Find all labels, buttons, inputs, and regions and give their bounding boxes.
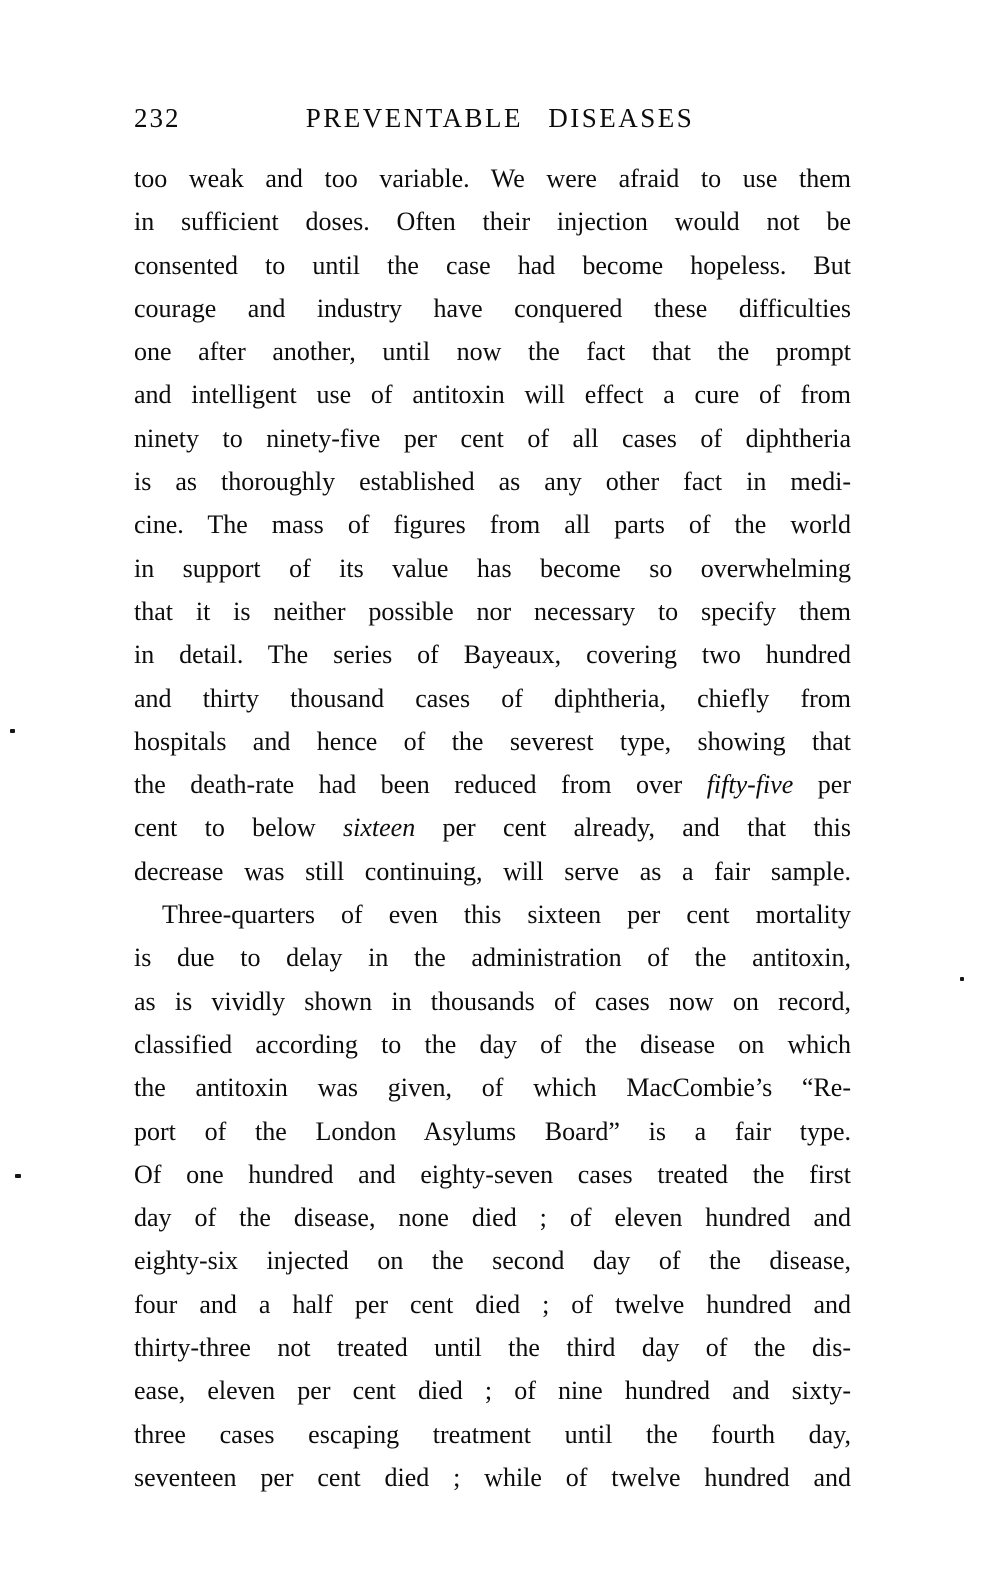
text-line [134, 373, 851, 416]
text-segment: cent to below [134, 813, 344, 843]
text-line [134, 590, 851, 633]
text-segment: is as thoroughly established as any other fact in medi- [134, 467, 851, 497]
text-line [134, 1283, 851, 1326]
text-segment: courage and industry have conquered these difficulties [134, 293, 851, 323]
text-line [134, 417, 851, 460]
text-line [134, 1023, 851, 1066]
text-line [134, 330, 851, 373]
text-segment: consented to until the case had become hopeless. But [134, 250, 851, 280]
text-segment: in detail. The series of Bayeaux, covering two hundred [134, 640, 851, 670]
text-line [134, 1196, 851, 1239]
text-line [134, 503, 851, 546]
text-line [134, 850, 851, 893]
ink-speck [960, 977, 964, 981]
text-segment: as is vividly shown in thousands of cases now on record, [134, 986, 851, 1016]
text-segment: eighty-six injected on the second day of the disease, [134, 1246, 851, 1276]
text-segment: that it is neither possible nor necessary to specify them [134, 596, 851, 626]
text-segment: day of the disease, none died ; of eleven hundred and [134, 1203, 851, 1233]
page-number: 232 [134, 103, 181, 133]
text-line [134, 893, 851, 936]
text-line [134, 1456, 851, 1499]
text-line [134, 1153, 851, 1196]
ink-speck [10, 729, 15, 733]
text-segment: and thirty thousand cases of diphtheria, chiefly from [134, 683, 851, 713]
text-segment: thirty-three not treated until the third day of the dis- [134, 1333, 851, 1363]
text-line [134, 720, 851, 763]
text-line [134, 763, 851, 806]
text-line [134, 936, 851, 979]
text-line [134, 460, 851, 503]
text-segment: port of the London Asylums Board” is a fair type. [134, 1116, 851, 1146]
text-segment: per [793, 770, 851, 800]
text-line [134, 244, 851, 287]
text-segment: ninety to ninety-five per cent of all cases of diphtheria [134, 423, 851, 453]
text-segment: and intelligent use of antitoxin will effect a cure of from [134, 380, 851, 410]
text-segment: too weak and too variable. We were afraid to use them [134, 164, 851, 193]
italic-text: sixteen [343, 813, 416, 843]
text-line [134, 287, 851, 330]
text-line [134, 1066, 851, 1109]
text-line [134, 157, 851, 200]
text-segment: hospitals and hence of the severest type, showing that [134, 726, 851, 756]
text-line [134, 1369, 851, 1412]
ink-speck [15, 1174, 21, 1178]
text-segment: the antitoxin was given, of which MacCombie’s “Re- [134, 1073, 851, 1103]
text-segment: three cases escaping treatment until the fourth day, [134, 1419, 851, 1449]
text-line [134, 1239, 851, 1282]
text-segment: Of one hundred and eighty-seven cases treated the first [134, 1159, 851, 1189]
text-line [134, 633, 851, 676]
running-title: PREVENTABLE DISEASES [305, 103, 695, 133]
text-segment: ease, eleven per cent died ; of nine hundred and sixty- [134, 1376, 851, 1406]
text-line [134, 980, 851, 1023]
text-segment: one after another, until now the fact that the prompt [134, 337, 851, 367]
text-segment: is due to delay in the administration of the antitoxin, [134, 943, 851, 973]
text-line [134, 200, 851, 243]
text-segment: the death-rate had been reduced from over [134, 770, 707, 800]
text-line [134, 1326, 851, 1369]
text-block [134, 157, 851, 1499]
text-segment: cine. The mass of figures from all parts of the world [134, 510, 851, 540]
text-line [134, 677, 851, 720]
text-segment: per cent already, and that this [415, 813, 851, 843]
text-line [134, 1413, 851, 1456]
text-line [134, 547, 851, 590]
text-segment: decrease was still continuing, will serve as a fair sample. [134, 856, 851, 886]
italic-text: fifty-five [706, 770, 794, 800]
text-segment: four and a half per cent died ; of twelve hundred and [134, 1289, 851, 1319]
text-segment: in sufficient doses. Often their injection would not be [134, 207, 851, 237]
text-line [134, 806, 851, 849]
text-segment: Three-quarters of even this sixteen per cent mortality [162, 900, 851, 930]
text-line [134, 1110, 851, 1153]
text-segment: in support of its value has become so overwhelming [134, 553, 851, 583]
text-segment: classified according to the day of the disease on which [134, 1029, 851, 1059]
text-segment: seventeen per cent died ; while of twelve hundred and [134, 1462, 851, 1492]
